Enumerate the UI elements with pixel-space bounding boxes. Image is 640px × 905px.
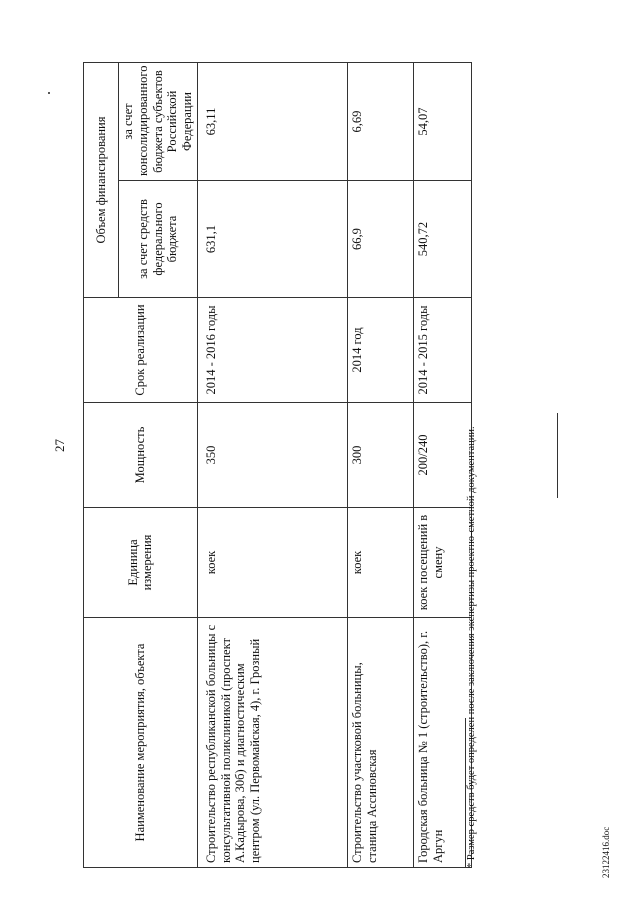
- document-id: 23122416.doc: [601, 826, 611, 878]
- header-period: Срок реализации: [84, 298, 198, 403]
- row-name: Городская больница № 1 (строительство), г. Аргун: [413, 618, 471, 868]
- row-unit: коек посещений в смену: [413, 508, 471, 618]
- header-financing: Объем финансирования: [84, 63, 119, 298]
- header-unit: Единица измерения: [84, 508, 198, 618]
- financing-table: [83, 62, 472, 868]
- row-federal: 66,9: [347, 181, 413, 298]
- header-name: Наименование мероприятия, объекта: [84, 618, 198, 868]
- row-capacity: 350: [197, 403, 347, 508]
- rotated-document-block: [83, 63, 478, 868]
- row-name: Строительство республиканской больницы с консультативной поликлиникой (проспект А.Кадырова, 30б) и диагностическим центром (ул. Первомайская, 4), г. Грозный: [197, 618, 347, 868]
- row-unit: коек: [197, 508, 347, 618]
- row-federal: 631,1: [197, 181, 347, 298]
- row-unit: коек: [347, 508, 413, 618]
- row-regional: 54,07: [413, 63, 471, 181]
- header-capacity: Мощность: [84, 403, 198, 508]
- scan-dot: [48, 92, 50, 94]
- row-capacity: 300: [347, 403, 413, 508]
- page-number: 27: [52, 439, 67, 452]
- row-name: Строительство участковой больницы, станица Ассиновская: [347, 618, 413, 868]
- header-row: [84, 63, 119, 868]
- row-regional: 6,69: [347, 63, 413, 181]
- row-period: 2014 - 2016 годы: [197, 298, 347, 403]
- row-federal: 540,72: [413, 181, 471, 298]
- table-row: [197, 63, 347, 868]
- row-period: 2014 - 2015 годы: [413, 298, 471, 403]
- header-federal: за счет средств федерального бюджета: [119, 181, 198, 298]
- header-regional: за счет консолидированного бюджета субъектов Российской Федерации: [119, 63, 198, 181]
- row-period: 2014 год: [347, 298, 413, 403]
- row-capacity: 200/240: [413, 403, 471, 508]
- separator-line: [557, 413, 558, 498]
- table-row: [413, 63, 471, 868]
- row-regional: 63,11: [197, 63, 347, 181]
- table-row: [347, 63, 413, 868]
- footnote: * Размер средств будет определен после заключения экспертизы проектно-сметной документации.: [466, 426, 477, 868]
